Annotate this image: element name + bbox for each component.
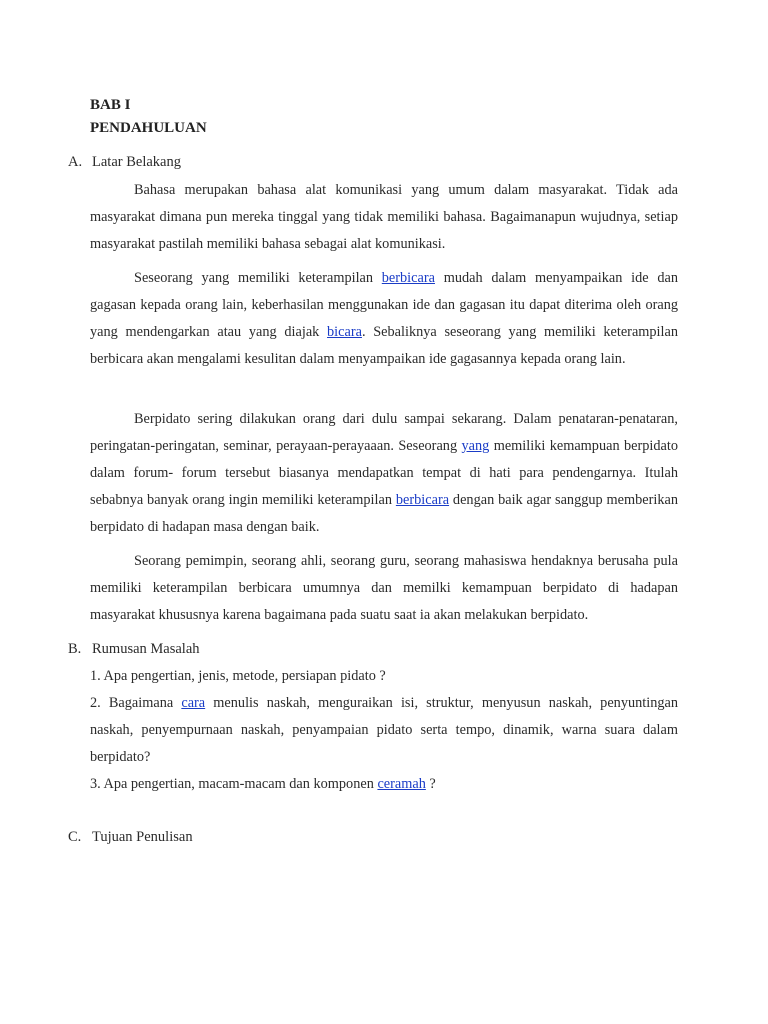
paragraph-3-text-1: Berpidato sering dilakukan orang dari dulu sampai sekarang. Dalam penataran-penataran, peringatan-peringatan, seminar, perayaan-perayaaan. Seseorang — [90, 411, 678, 454]
list-item-3 — [90, 771, 678, 798]
paragraph-3-text-2: memiliki kemampuan berpidato dalam forum- forum tersebut biasanya mendapatkan tempat di hati para pendengarnya. Itulah sebabnya banyak orang ingin memiliki keterampilan — [90, 438, 678, 508]
list-item-1-text: 1. Apa pengertian, jenis, metode, persiapan pidato ? — [90, 668, 386, 684]
paragraph-2 — [90, 265, 678, 373]
section-c-letter: C. — [68, 829, 82, 845]
section-b-title: Rumusan Masalah — [92, 641, 200, 657]
section-b-heading — [68, 641, 200, 658]
section-c-title: Tujuan Penulisan — [92, 829, 193, 845]
paragraph-2-text-3: . Sebaliknya seseorang yang memiliki keterampilan berbicara akan mengalami kesulitan dalam menyampaikan ide gagasannya kepada orang lain. — [90, 324, 679, 367]
paragraph-3 — [90, 406, 678, 541]
list-item-2-text-1: 2. Bagaimana — [90, 695, 182, 711]
chapter-number: BAB I — [90, 97, 131, 113]
section-a-heading — [68, 154, 181, 171]
paragraph-4-text: Seorang pemimpin, seorang ahli, seorang guru, seorang mahasiswa hendaknya berusaha pula memiliki keterampilan berbicara umumnya dan memilki kemampuan berpidato di hadapan masyarakat khususnya karena bagaimana pada suatu saat ia akan melakukan berpidato. — [90, 553, 678, 623]
chapter-name: PENDAHULUAN — [90, 120, 207, 136]
list-item-2-text-2: menulis naskah, menguraikan isi, struktur, menyusun naskah, penyuntingan naskah, penyempurnaan naskah, penyampaian pidato serta tempo, dinamik, warna suara dalam berpidato? — [90, 695, 678, 765]
chapter-title — [90, 94, 207, 140]
list-item-3-text-2: ? — [425, 776, 436, 792]
paragraph-2-text-1: Seseorang yang memiliki keterampilan — [134, 270, 382, 286]
paragraph-1 — [90, 177, 678, 258]
paragraph-3-text-3: dengan baik agar sanggup memberikan berpidato di hadapan masa dengan baik. — [90, 492, 678, 535]
section-a-title: Latar Belakang — [92, 154, 181, 170]
section-a-letter: A. — [68, 154, 83, 170]
list-item-2 — [90, 690, 678, 771]
list-item-1 — [90, 663, 678, 690]
link-yang[interactable]: yang — [461, 438, 490, 454]
link-berbicara-2[interactable]: berbicara — [395, 492, 450, 508]
section-b-letter: B. — [68, 641, 82, 657]
link-cara[interactable]: cara — [181, 695, 206, 711]
link-berbicara[interactable]: berbicara — [381, 270, 435, 286]
list-item-3-text-1: 3. Apa pengertian, macam-macam dan komponen — [90, 776, 378, 792]
paragraph-2-text-2: mudah dalam menyampaikan ide dan gagasan kepada orang lain, keberhasilan menggunakan ide dan gagasan itu dapat diterima oleh orang yang mendengarkan atau yang diajak — [90, 270, 678, 340]
paragraph-4 — [90, 548, 678, 629]
section-c-heading — [68, 829, 193, 846]
link-bicara[interactable]: bicara — [327, 324, 362, 340]
link-ceramah[interactable]: ceramah — [377, 776, 426, 792]
paragraph-1-text: Bahasa merupakan bahasa alat komunikasi yang umum dalam masyarakat. Tidak ada masyarakat dimana pun mereka tinggal yang tidak memiliki bahasa. Bagaimanapun wujudnya, setiap masyarakat pastilah memiliki bahasa sebagai alat komunikasi. — [90, 182, 678, 252]
